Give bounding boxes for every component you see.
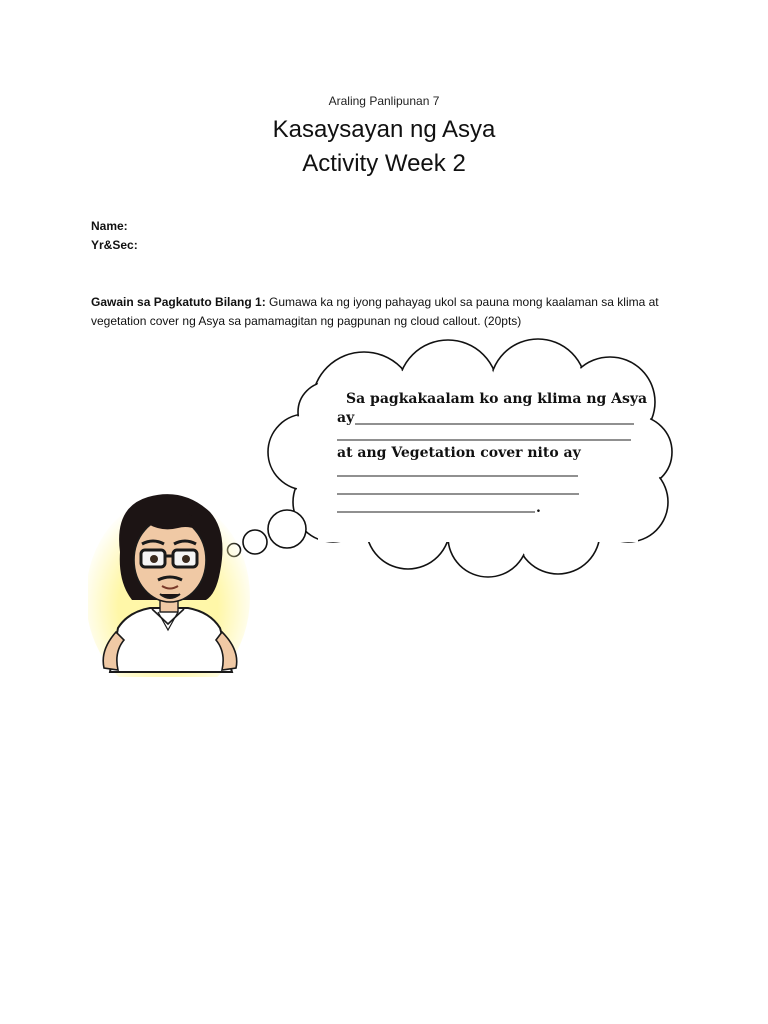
cloud-line-3: at ang Vegetation cover nito ay <box>337 445 581 461</box>
subject-label: Araling Panlipunan 7 <box>328 94 440 108</box>
instructions-lead: Gawain sa Pagkatuto Bilang 1: <box>91 295 266 309</box>
instructions-body: Gumawa ka ng iyong pahayag ukol sa pauna mong kaalaman sa klima at vegetation cover ng Asya sa pamamagitan ng pagpunan ng cloud callout. (20pts) <box>91 295 659 328</box>
name-field-label: Name: <box>91 219 128 233</box>
page-subtitle: Activity Week 2 <box>302 150 466 177</box>
thought-cloud-illustration <box>88 332 688 677</box>
page-title: Kasaysayan ng Asya <box>272 116 496 143</box>
instructions-paragraph <box>91 293 661 331</box>
cloud-line-2: ay <box>337 410 355 426</box>
cloud-line-1: Sa pagkakaalam ko ang klima ng Asya <box>346 391 648 407</box>
yrsec-field-label: Yr&Sec: <box>91 238 138 252</box>
boy-avatar-icon <box>88 494 250 677</box>
cloud-end-mark: . <box>536 500 541 516</box>
